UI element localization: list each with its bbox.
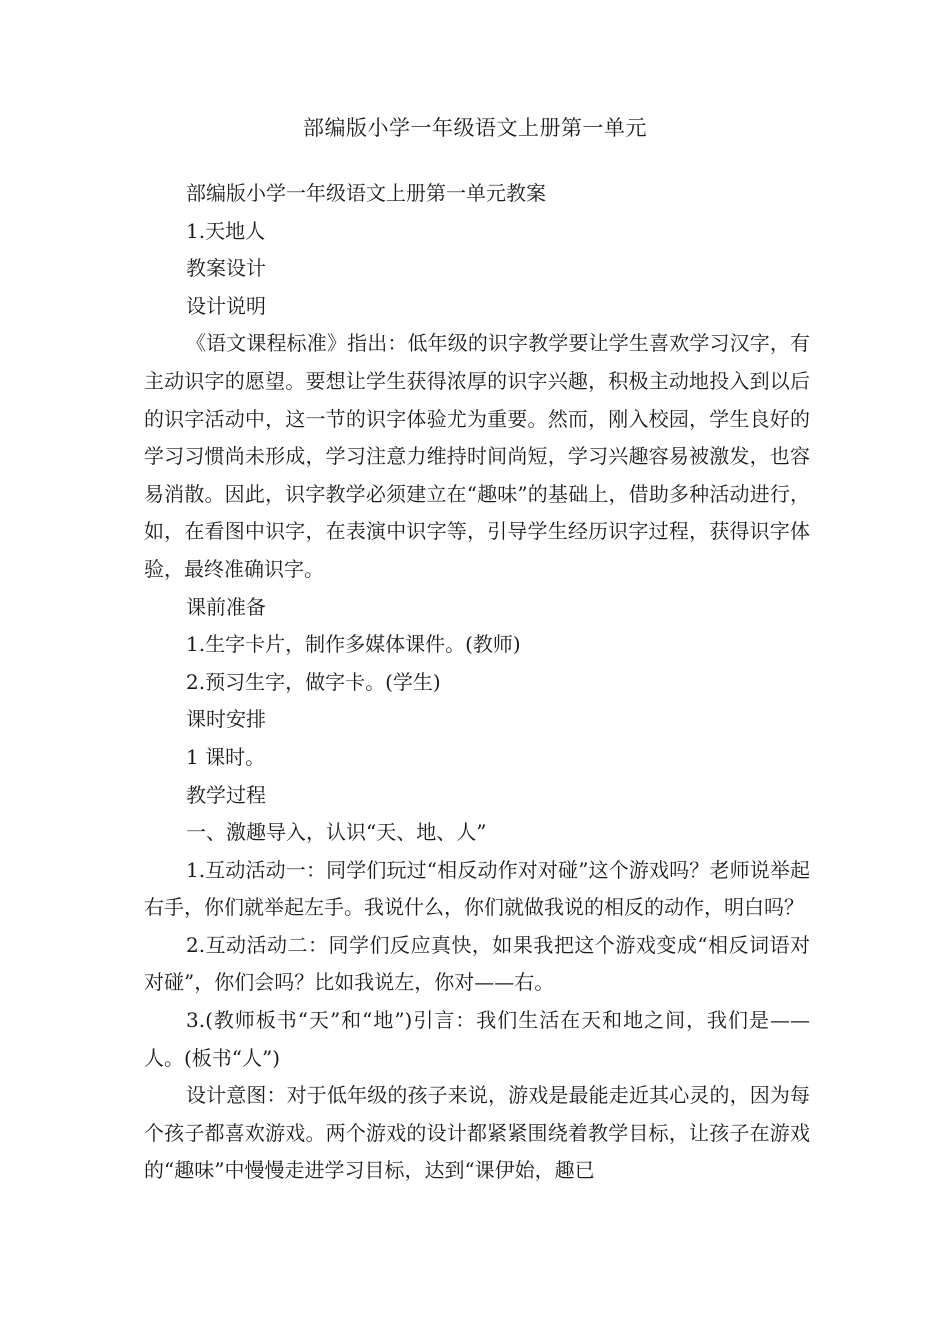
schedule-paragraph: 1 课时。 [186, 744, 266, 769]
preparation-item-teacher: 1.生字卡片，制作多媒体课件。(教师) [186, 632, 521, 657]
activity-one-paragraph: 1.互动活动一：同学们玩过“相反动作对对碰”这个游戏吗？老师说举起右手，你们就举起左手。我说什么，你们就做我说的相反的动作，明白吗？ [144, 857, 810, 920]
section-heading-schedule: 课时安排 [186, 707, 266, 732]
section-heading-process: 教学过程 [186, 782, 266, 807]
section-heading-lesson-design: 教案设计 [186, 256, 266, 281]
process-step-heading: 一、激趣导入，认识“天、地、人” [186, 820, 487, 845]
design-intent-paragraph: 设计意图：对于低年级的孩子来说，游戏是最能走近其心灵的，因为每个孩子都喜欢游戏。两个游戏的设计都紧紧围绕着教学目标，让孩子在游戏的“趣味”中慢慢走进学习目标，达到“课伊始，趣已 [144, 1083, 810, 1183]
lesson-heading: 1.天地人 [186, 218, 266, 243]
preparation-item-student: 2.预习生字，做字卡。(学生) [186, 669, 441, 694]
document-title: 部编版小学一年级语文上册第一单元 [303, 116, 647, 140]
section-heading-preparation: 课前准备 [186, 594, 266, 619]
document-body [144, 175, 810, 1190]
design-notes-paragraph: 《语文课程标准》指出：低年级的识字教学要让学生喜欢学习汉字，有主动识字的愿望。要想让学生获得浓厚的识字兴趣，积极主动地投入到以后的识字活动中，这一节的识字体验尤为重要。然而，刚入校园，学生良好的学习习惯尚未形成，学习注意力维持时间尚短，学习兴趣容易被激发，也容易消散。因此，识字教学必须建立在“趣味”的基础上，借助多种活动进行，如，在看图中识字，在表演中识字等，引导学生经历识字过程，获得识字体验，最终准确识字。 [144, 331, 810, 581]
section-heading-design-notes: 设计说明 [186, 293, 266, 318]
subtitle-paragraph: 部编版小学一年级语文上册第一单元教案 [186, 181, 546, 205]
activity-two-paragraph: 2.互动活动二：同学们反应真快，如果我把这个游戏变成“相反词语对对碰”，你们会吗？比如我说左，你对——右。 [144, 932, 810, 995]
blackboard-paragraph: 3.(教师板书“天”和“地”)引言：我们生活在天和地之间，我们是——人。(板书“人”) [144, 1008, 810, 1070]
